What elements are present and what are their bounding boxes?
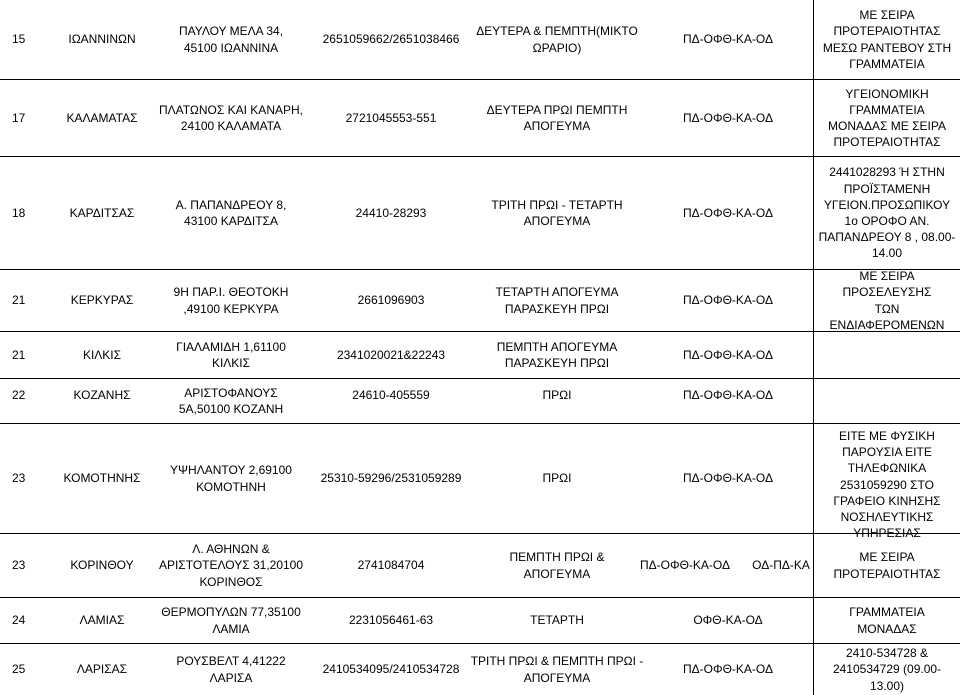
address-cell: Λ. ΑΘΗΝΩΝ & ΑΡΙΣΤΟΤΕΛΟΥΣ 31,20100 ΚΟΡΙΝΘΟΣ bbox=[158, 542, 304, 589]
days-cell: ΠΕΜΠΤΗ ΑΠΟΓΕΥΜΑ ΠΑΡΑΣΚΕΥΗ ΠΡΩΙ bbox=[496, 339, 618, 370]
city-cell: ΛΑΜΙΑΣ bbox=[79, 613, 125, 628]
column-divider bbox=[813, 0, 814, 79]
notes-cell: ΜΕ ΣΕΙΡΑ ΠΡΟΤΕΡΑΙΟΤΗΤΑΣ bbox=[833, 550, 941, 581]
phone-cell: 2341020021&22243 bbox=[336, 347, 446, 362]
documents-cell: ΠΔ-ΟΦΘ-ΚΑ-ΟΔ bbox=[682, 32, 774, 47]
phone-cell: 24410-28293 bbox=[355, 205, 427, 220]
documents-cell: ΠΔ-ΟΦΘ-ΚΑ-ΟΔ bbox=[682, 110, 774, 125]
city-cell: ΚΑΛΑΜΑΤΑΣ bbox=[66, 110, 138, 125]
table-row bbox=[0, 534, 960, 598]
row-number: 23 bbox=[12, 558, 26, 573]
table-row bbox=[0, 332, 960, 379]
city-cell: ΚΟΡΙΝΘΟΥ bbox=[70, 558, 134, 573]
days-cell: ΠΡΩΙ bbox=[542, 388, 572, 402]
table-row bbox=[0, 598, 960, 644]
address-cell: ΘΕΡΜΟΠΥΛΩΝ 77,35100 ΛΑΜΙΑ bbox=[161, 605, 301, 636]
address-cell: ΠΛΑΤΩΝΟΣ ΚΑΙ ΚΑΝΑΡΗ, 24100 ΚΑΛΑΜΑΤΑ bbox=[159, 102, 303, 133]
row-number: 21 bbox=[12, 293, 26, 308]
documents-cell: ΠΔ-ΟΦΘ-ΚΑ-ΟΔ bbox=[682, 388, 774, 402]
city-cell: ΚΟΖΑΝΗΣ bbox=[73, 388, 131, 402]
table-row bbox=[0, 424, 960, 541]
days-cell: ΤΕΤΑΡΤΗ bbox=[530, 613, 584, 628]
row-number: 17 bbox=[12, 110, 26, 125]
documents-cell: ΠΔ-ΟΦΘ-ΚΑ-ΟΔ bbox=[682, 293, 774, 308]
phone-cell: 2231056461-63 bbox=[348, 613, 434, 628]
table-row bbox=[0, 379, 960, 424]
notes-cell: 2441028293 Ή ΣΤΗΝ ΠΡΟΪΣΤΑΜΕΝΗ ΥΓΕΙΟΝ.ΠΡΟΣΩΠΙΚΟΥ 1ο ΟΡΟΦΟ ΑΝ. ΠΑΠΑΝΔΡΕΟΥ 8 , 08.00- 14.00 bbox=[818, 165, 956, 261]
notes-cell: ΥΓΕΙΟΝΟΜΙΚΗ ΓΡΑΜΜΑΤΕΙΑ ΜΟΝΑΔΑΣ ΜΕ ΣΕΙΡΑ ΠΡΟΤΕΡΑΙΟΤΗΤΑΣ bbox=[828, 86, 946, 150]
city-cell: ΚΙΛΚΙΣ bbox=[82, 347, 122, 362]
notes-cell: 2410-534728 & 2410534729 (09.00- 13.00) bbox=[832, 646, 942, 693]
column-divider bbox=[813, 644, 814, 695]
column-divider bbox=[813, 80, 814, 156]
city-cell: ΚΟΜΟΤΗΝΗΣ bbox=[63, 471, 141, 486]
city-cell: ΚΑΡΔΙΤΣΑΣ bbox=[69, 205, 135, 220]
row-number: 18 bbox=[12, 205, 26, 220]
table-row bbox=[0, 157, 960, 270]
table-row bbox=[0, 270, 960, 332]
address-cell: ΓΙΑΛΑΜΙΔΗ 1,61100 ΚΙΛΚΙΣ bbox=[176, 339, 286, 370]
city-cell: ΛΑΡΙΣΑΣ bbox=[76, 662, 128, 677]
table-row bbox=[0, 644, 960, 695]
notes-cell: ΜΕ ΣΕΙΡΑ ΠΡΟΣΕΛΕΥΣΗΣ ΤΩΝ ΕΝΔΙΑΦΕΡΟΜΕΝΩΝ bbox=[829, 269, 945, 332]
days-cell: ΤΕΤΑΡΤΗ ΑΠΟΓΕΥΜΑ ΠΑΡΑΣΚΕΥΗ ΠΡΩΙ bbox=[495, 285, 619, 316]
documents-cell: ΠΔ-ΟΦΘ-ΚΑ-ΟΔ bbox=[682, 471, 774, 486]
address-cell: 9Η ΠΑΡ.Ι. ΘΕΟΤΟΚΗ ,49100 ΚΕΡΚΥΡΑ bbox=[173, 285, 289, 316]
address-cell: ΡΟΥΣΒΕΛΤ 4,41222 ΛΑΡΙΣΑ bbox=[176, 654, 286, 685]
row-number: 22 bbox=[12, 388, 26, 402]
row-number: 24 bbox=[12, 613, 26, 628]
city-cell: ΙΩΑΝΝΙΝΩΝ bbox=[68, 32, 136, 47]
row-number: 25 bbox=[12, 662, 26, 677]
column-divider bbox=[813, 534, 814, 597]
row-number: 23 bbox=[12, 471, 26, 486]
phone-cell: 2741084704 bbox=[357, 558, 425, 573]
days-cell: ΔΕΥΤΕΡΑ & ΠΕΜΠΤΗ(ΜΙΚΤΟ ΩΡΑΡΙΟ) bbox=[476, 24, 638, 55]
row-number: 15 bbox=[12, 32, 26, 47]
phone-cell: 24610-405559 bbox=[352, 388, 430, 402]
address-cell: ΥΨΗΛΑΝΤΟΥ 2,69100 ΚΟΜΟΤΗΝΗ bbox=[170, 463, 292, 494]
documents-cell: ΠΔ-ΟΦΘ-ΚΑ-ΟΔ bbox=[682, 662, 774, 677]
table-row bbox=[0, 80, 960, 157]
column-divider bbox=[813, 270, 814, 331]
phone-cell: 2661096903 bbox=[357, 293, 425, 308]
notes-cell: ΕΙΤΕ ΜΕ ΦΥΣΙΚΗ ΠΑΡΟΥΣΙΑ ΕΙΤΕ ΤΗΛΕΦΩΝΙΚΑ 2531059290 ΣΤΟ ΓΡΑΦΕΙΟ ΚΙΝΗΣΗΣ ΝΟΣΗΛΕΥΤΙΚΗΣ ΥΠΗΡΕΣΙΑΣ bbox=[833, 429, 941, 541]
row-number: 21 bbox=[12, 347, 26, 362]
phone-cell: 2651059662/2651038466 bbox=[322, 32, 460, 47]
documents-cell: ΠΔ-ΟΦΘ-ΚΑ-ΟΔ bbox=[682, 347, 774, 362]
phone-cell: 2721045553-551 bbox=[345, 110, 437, 125]
column-divider bbox=[813, 379, 814, 423]
address-cell: ΠΑΥΛΟΥ ΜΕΛΑ 34, 45100 ΙΩΑΝΝΙΝΑ bbox=[178, 24, 284, 55]
days-cell: ΤΡΙΤΗ ΠΡΩΙ & ΠΕΜΠΤΗ ΠΡΩΙ - ΑΠΟΓΕΥΜΑ bbox=[470, 654, 644, 685]
column-divider bbox=[813, 157, 814, 269]
column-divider bbox=[813, 332, 814, 378]
days-cell: ΠΡΩΙ bbox=[542, 471, 572, 486]
address-cell: ΑΡΙΣΤΟΦΑΝΟΥΣ 5Α,50100 ΚΟΖΑΝΗ bbox=[178, 385, 284, 416]
documents-cell: ΠΔ-ΟΦΘ-ΚΑ-ΟΔ bbox=[639, 558, 731, 573]
days-cell: ΤΡΙΤΗ ΠΡΩΙ - ΤΕΤΑΡΤΗ ΑΠΟΓΕΥΜΑ bbox=[491, 197, 623, 228]
documents-cell: ΟΦΘ-ΚΑ-ΟΔ bbox=[693, 613, 763, 628]
documents-cell: ΠΔ-ΟΦΘ-ΚΑ-ΟΔ bbox=[682, 205, 774, 220]
table-row bbox=[0, 0, 960, 80]
days-cell: ΠΕΜΠΤΗ ΠΡΩΙ & ΑΠΟΓΕΥΜΑ bbox=[509, 550, 605, 581]
documents-extra-cell: ΟΔ-ΠΔ-ΚΑ bbox=[752, 558, 810, 573]
address-cell: Α. ΠΑΠΑΝΔΡΕΟΥ 8, 43100 ΚΑΡΔΙΤΣΑ bbox=[175, 197, 287, 228]
phone-cell: 2410534095/2410534728 bbox=[322, 662, 460, 677]
city-cell: ΚΕΡΚΥΡΑΣ bbox=[70, 293, 134, 308]
column-divider bbox=[813, 424, 814, 533]
notes-cell: ΓΡΑΜΜΑΤΕΙΑ ΜΟΝΑΔΑΣ bbox=[849, 605, 925, 636]
days-cell: ΔΕΥΤΕΡΑ ΠΡΩΙ ΠΕΜΠΤΗ ΑΠΟΓΕΥΜΑ bbox=[486, 102, 628, 133]
phone-cell: 25310-59296/2531059289 bbox=[320, 471, 462, 486]
column-divider bbox=[813, 598, 814, 643]
notes-cell: ΜΕ ΣΕΙΡΑ ΠΡΟΤΕΡΑΙΟΤΗΤΑΣ ΜΕΣΩ ΡΑΝΤΕΒΟΥ ΣΤΗ ΓΡΑΜΜΑΤΕΙΑ bbox=[822, 8, 952, 71]
